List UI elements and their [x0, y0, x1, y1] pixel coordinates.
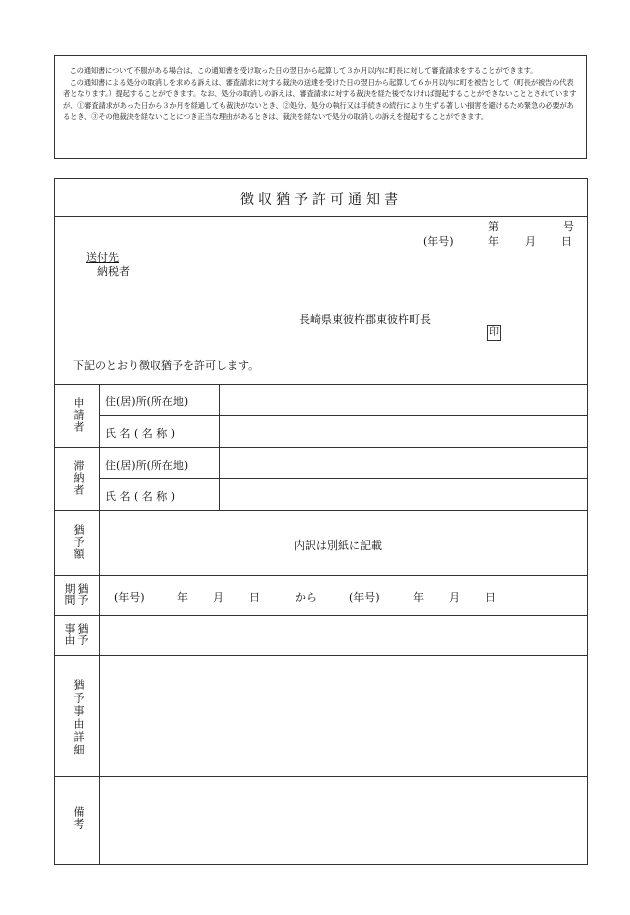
period-start-day: 日 — [249, 591, 260, 604]
divider — [55, 216, 587, 217]
deferral-period-label-bottom: 期間 — [63, 583, 76, 605]
divider — [55, 615, 587, 616]
date-month: 月 — [525, 235, 536, 248]
period-start-month: 月 — [213, 591, 224, 604]
date-year: 年 — [488, 235, 499, 248]
date-day: 日 — [561, 235, 572, 248]
taxpayer-label: 納税者 — [97, 265, 130, 278]
doc-number-suffix: 号 — [563, 220, 574, 233]
recipient-label: 送付先 — [86, 251, 119, 264]
date-era: (年号) — [423, 235, 454, 248]
divider — [55, 447, 587, 448]
appeal-notice-paragraph-1: この通知書について不服がある場合は、この通知書を受け取った日の翌日から起算して３か月以内に町長に対して審査請求をすることができます。 — [69, 66, 538, 75]
appeal-notice-paragraph-2: この通知書による処分の取消しを求める訴えは、審査請求に対する裁決の送達を受けた日の翌日から起算して６か月以内に町を被告として（町長が被告の代表者となります。）提起することができます。なお、処分の取消しの訴えは、審査請求に対する裁決を経た後でなければ提起することができないこととされていますが、①審査請求があった日から３か月を経過しても裁決がないとき、②処分、処分の執行又は手続きの続行により生ずる著しい損害を避けるため緊急の必要があるとき、③その他裁決を経ないことにつき正当な理由があるときは、裁決を経ないで処分の取消しの訴えを提起することができます。 — [63, 77, 577, 122]
delinquent-label: 滞納者 — [72, 460, 85, 496]
period-start-year: 年 — [177, 591, 188, 604]
divider — [55, 655, 587, 656]
period-end-year: 年 — [413, 591, 424, 604]
divider — [99, 415, 587, 416]
divider — [55, 510, 587, 511]
divider — [99, 478, 587, 479]
deferral-reason-label-top: 猶予 — [76, 623, 89, 645]
remarks-label: 備考 — [72, 806, 85, 830]
period-end-era: (年号) — [349, 591, 380, 604]
tax-deferral-permission-form — [54, 178, 588, 865]
delinquent-name-label: 氏 名 ( 名 称 ) — [105, 490, 176, 503]
applicant-label: 申請者 — [72, 397, 85, 433]
applicant-name-label: 氏 名 ( 名 称 ) — [105, 427, 176, 440]
period-end-day: 日 — [485, 591, 496, 604]
seal-mark: 印 — [487, 325, 501, 341]
doc-number-prefix: 第 — [488, 220, 499, 233]
deferral-reason-detail-label: 猶予事由詳細 — [72, 679, 85, 757]
appeal-notice-box — [54, 55, 587, 159]
period-from: から — [295, 591, 317, 604]
period-start-era: (年号) — [114, 591, 145, 604]
divider — [55, 384, 587, 385]
divider — [55, 575, 587, 576]
deferral-amount-label: 猶予額 — [72, 524, 85, 560]
deferral-amount-value: 内訳は別紙に記載 — [294, 539, 382, 552]
deferral-reason-label-bottom: 事由 — [63, 623, 76, 645]
divider — [55, 776, 587, 777]
issuer-name: 長崎県東彼杵郡東彼杵町長 — [299, 313, 431, 326]
deferral-period-label-top: 猶予 — [76, 583, 89, 605]
delinquent-address-label: 住(居)所(所在地) — [105, 459, 189, 472]
form-title: 徴収猶予許可通知書 — [240, 192, 402, 208]
period-end-month: 月 — [449, 591, 460, 604]
divider — [99, 384, 100, 864]
permission-statement: 下記のとおり徴収猶予を許可します。 — [73, 359, 260, 372]
applicant-address-label: 住(居)所(所在地) — [105, 395, 189, 408]
